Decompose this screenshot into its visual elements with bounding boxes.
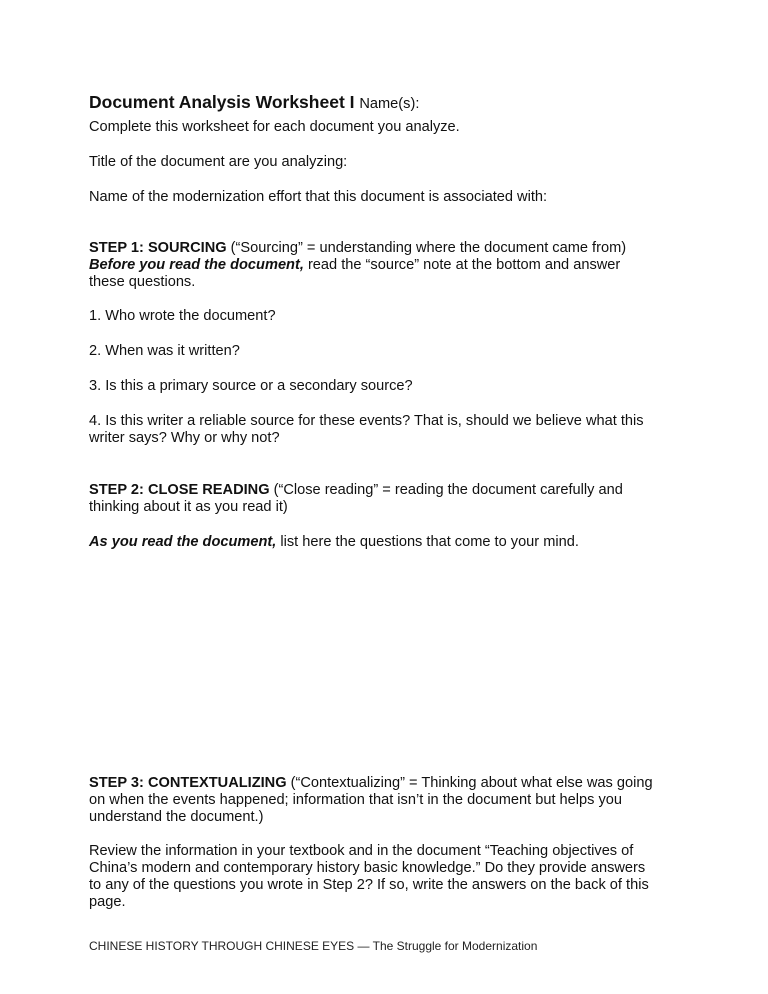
step2-instr-bold: As you read the document,: [89, 534, 277, 550]
review-text: page.: [89, 894, 126, 910]
question-3: 3. Is this a primary source or a secondary source?: [89, 378, 413, 394]
question-4-cont: writer says? Why or why not?: [89, 430, 280, 446]
step3-desc-cont: on when the events happened; information that isn’t in the document but helps you: [89, 792, 623, 808]
page-footer: CHINESE HISTORY THROUGH CHINESE EYES — The Struggle for Modernization: [89, 939, 538, 953]
step1-heading: STEP 1: SOURCING: [89, 240, 227, 256]
step3-desc: (“Contextualizing” = Thinking about what else was going: [286, 775, 653, 791]
step1-instruction: [89, 257, 620, 274]
review-text: Review the information in your textbook and in the document “Teaching objectives of: [89, 843, 634, 859]
question-1: 1. Who wrote the document?: [89, 308, 276, 324]
step3-heading: STEP 3: CONTEXTUALIZING: [89, 775, 287, 791]
step2-heading-line: [89, 482, 623, 499]
page-title: [89, 92, 419, 114]
step2-instruction: [89, 534, 579, 551]
review-text: China’s modern and contemporary history basic knowledge.” Do they provide answers: [89, 860, 646, 876]
step3-desc-cont2: understand the document.): [89, 809, 264, 825]
step2-heading: STEP 2: CLOSE READING: [89, 482, 270, 498]
question-4: 4. Is this writer a reliable source for these events? That is, should we believe what this: [89, 413, 644, 429]
step2-desc: (“Close reading” = reading the document carefully and: [269, 482, 623, 498]
question-2: 2. When was it written?: [89, 343, 240, 359]
review-text: to any of the questions you wrote in Step 2? If so, write the answers on the back of this: [89, 877, 649, 893]
effort-prompt: Name of the modernization effort that this document is associated with:: [89, 189, 548, 205]
title-prompt: Title of the document are you analyzing:: [89, 154, 348, 170]
step2-desc-cont: thinking about it as you read it): [89, 499, 288, 515]
step1-instruction-cont: these questions.: [89, 274, 196, 290]
step1-instr-bold: Before you read the document,: [89, 257, 304, 273]
intro-text: Complete this worksheet for each document you analyze.: [89, 119, 460, 135]
worksheet-title: Document Analysis Worksheet I: [89, 92, 355, 112]
name-label: Name(s):: [359, 96, 420, 112]
step1-desc: (“Sourcing” = understanding where the document came from): [226, 240, 627, 256]
step1-instr-text: read the “source” note at the bottom and answer: [303, 257, 621, 273]
step1-heading-line: [89, 240, 626, 257]
step3-heading-line: [89, 775, 653, 792]
step2-instr-text: list here the questions that come to your mind.: [276, 534, 579, 550]
